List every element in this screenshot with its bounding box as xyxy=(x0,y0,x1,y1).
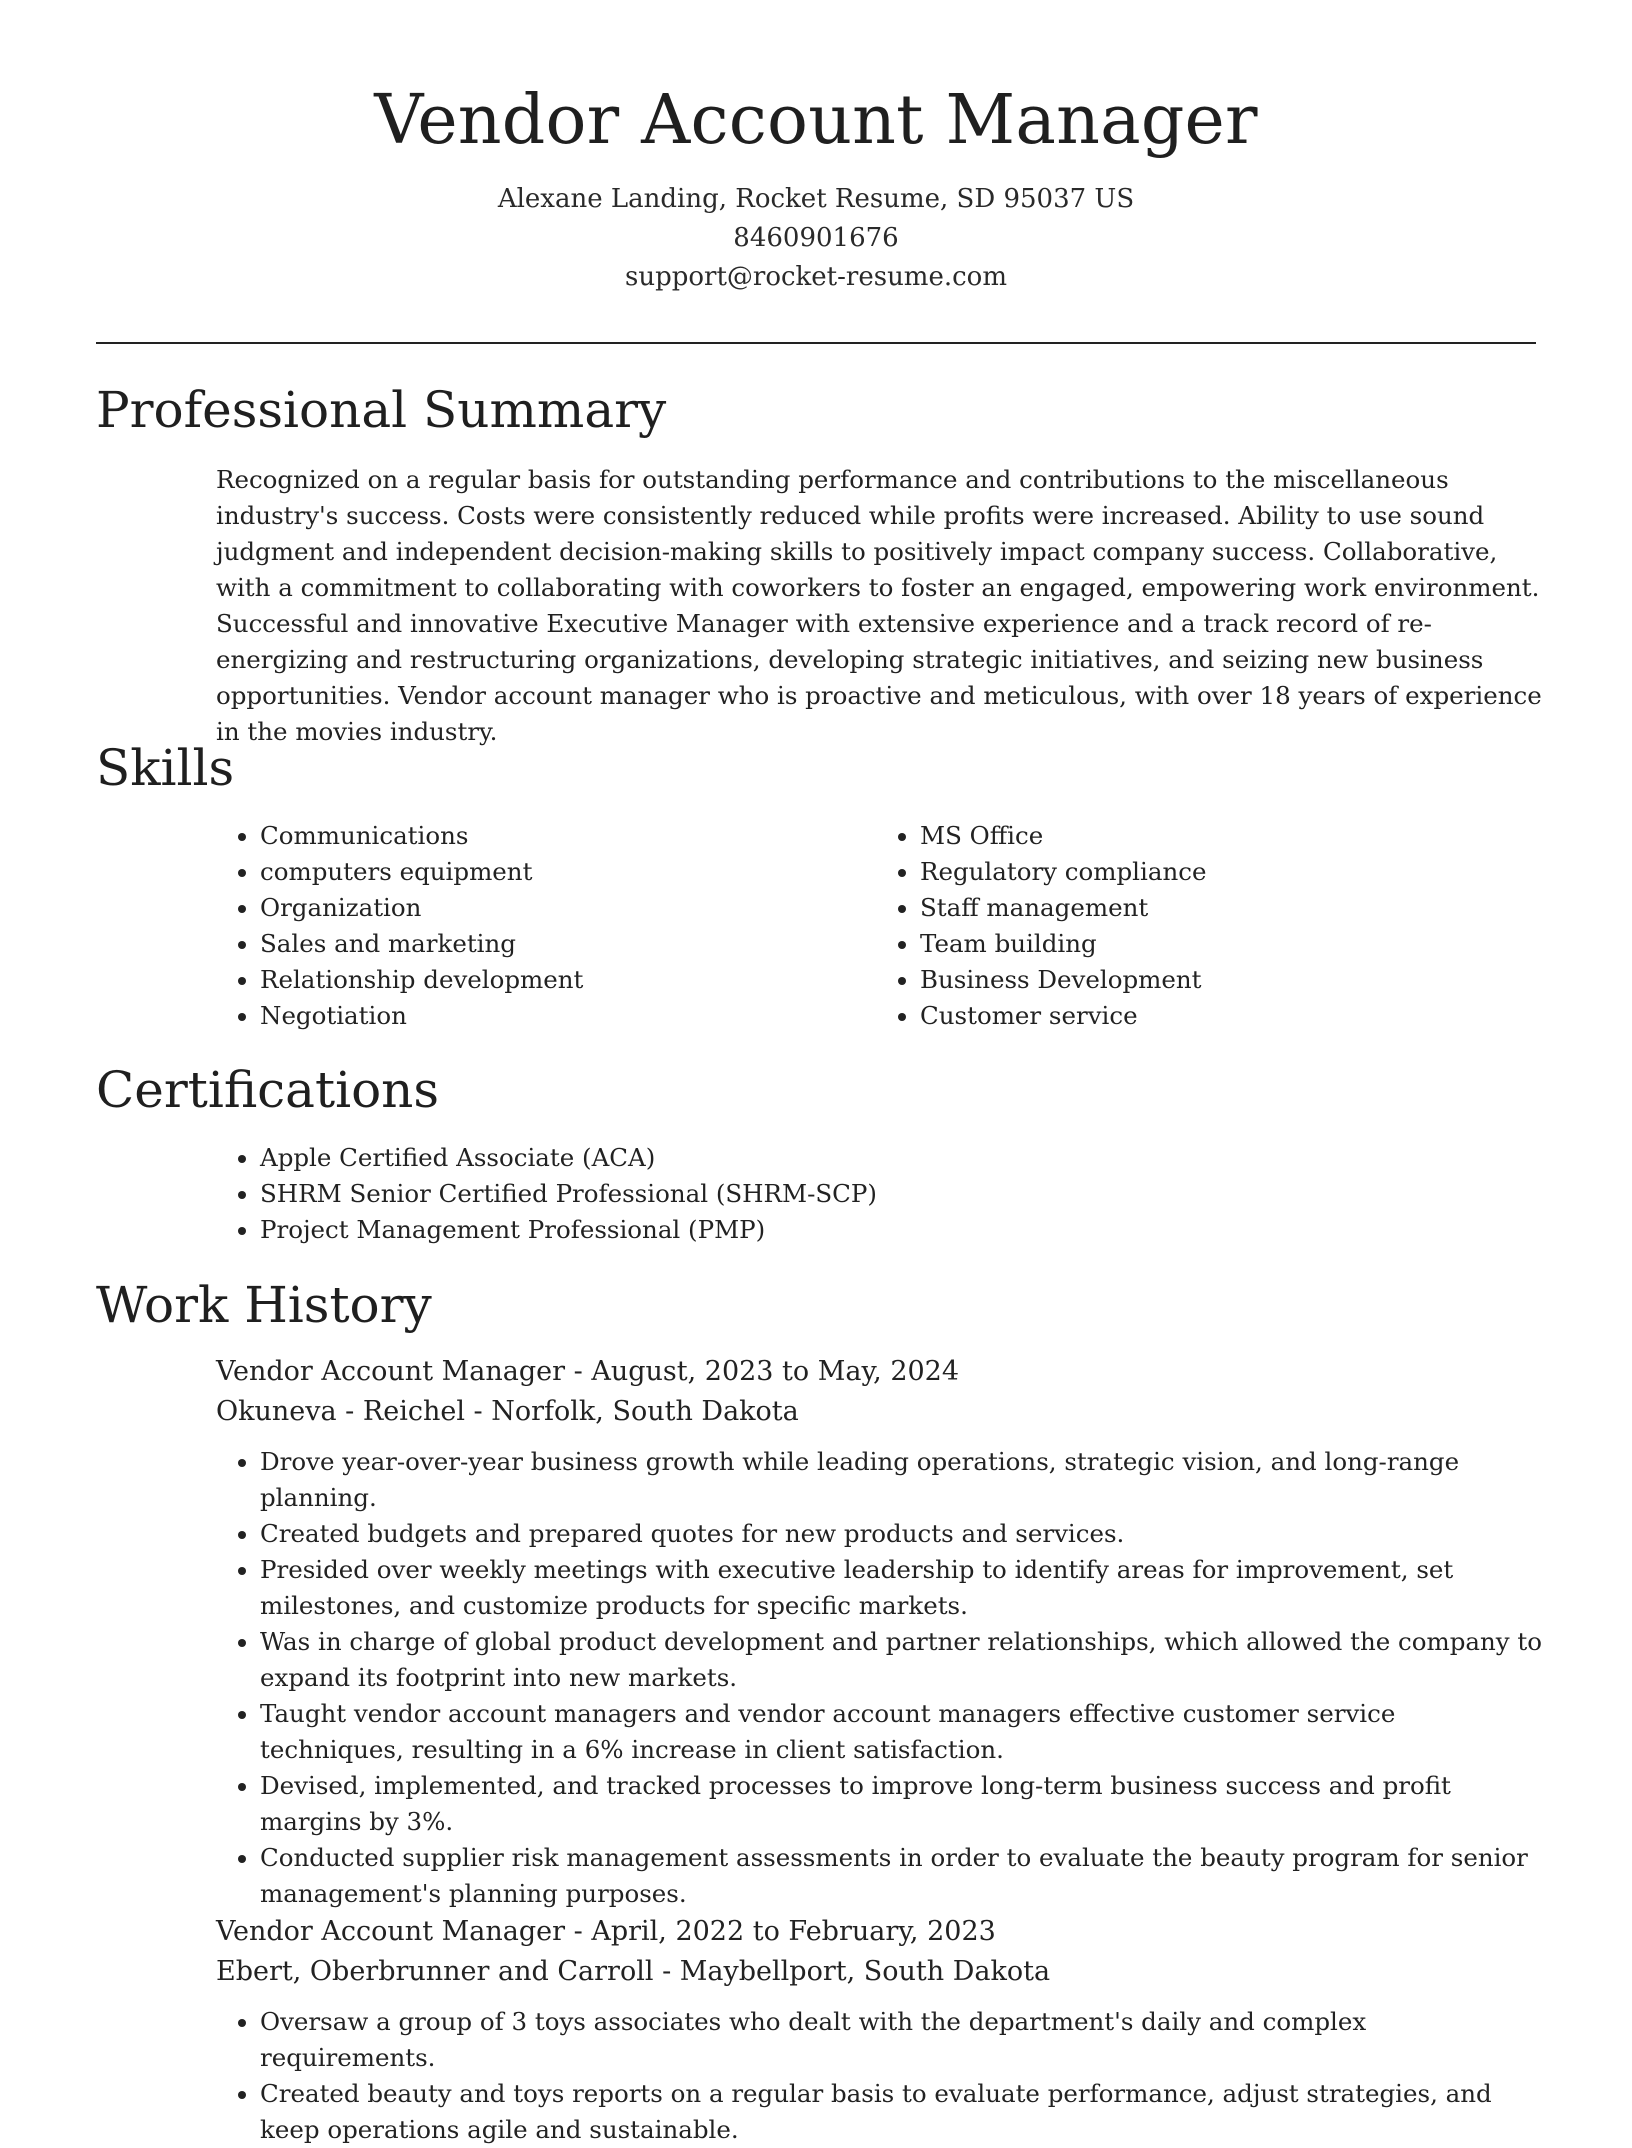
job-company: Ebert, Oberbrunner and Carroll xyxy=(216,1956,654,1987)
skill-item: • Customer service xyxy=(920,998,1536,1034)
skill-item: • computers equipment xyxy=(260,854,876,890)
job-bullets xyxy=(216,1444,1542,1912)
job-title-line: Vendor Account Manager - August, 2023 to May, 2024 xyxy=(216,1356,960,1387)
job-bullet: • Conducted supplier risk management assessments in order to evaluate the beauty program for senior management's planning purposes. xyxy=(260,1840,1542,1912)
certification-item: • Apple Certified Associate (ACA) xyxy=(260,1140,877,1176)
certification-item: • Project Management Professional (PMP) xyxy=(260,1212,877,1248)
contact-phone: 8460901676 xyxy=(733,223,899,254)
certifications-list xyxy=(216,1140,877,1248)
job-bullets xyxy=(216,2004,1542,2148)
skills-column-left xyxy=(216,818,876,1034)
skills-column-right xyxy=(876,818,1536,1034)
skill-item: • Sales and marketing xyxy=(260,926,876,962)
job-bullet: • Oversaw a group of 3 toys associates who dealt with the department's daily and complex requirements. xyxy=(260,2004,1542,2076)
skill-item: • Organization xyxy=(260,890,876,926)
job-dates: August, 2023 to May, 2024 xyxy=(591,1356,960,1387)
job-bullet: • Devised, implemented, and tracked processes to improve long-term business success and profit margins by 3%. xyxy=(260,1768,1542,1840)
summary-text: Recognized on a regular basis for outstanding performance and contributions to the miscellaneous industry's success. Costs were consistently reduced while profits were increased. Ability to use sound judgment and independent decision-making skills to positively impact company success. Collaborative, with a commitment to collaborating with coworkers to foster an engaged, empowering work environment. Successful and innovative Executive Manager with extensive experience and a track record of re-energizing and restructuring organizations, developing strategic initiatives, and seizing new business opportunities. Vendor account manager who is proactive and meticulous, with over 18 years of experience in the movies industry. xyxy=(216,465,1542,746)
job-entry xyxy=(216,1352,1542,1912)
job-company-line: Ebert, Oberbrunner and Carroll - Maybellport, South Dakota xyxy=(216,1956,1051,1987)
summary-heading: Professional Summary xyxy=(96,381,667,439)
contact-block xyxy=(0,180,1632,297)
contact-email: support@rocket-resume.com xyxy=(624,262,1007,293)
work-history-heading: Work History xyxy=(96,1276,432,1334)
job-bullet: • Presided over weekly meetings with executive leadership to identify areas for improvement, set milestones, and customize products for specific markets. xyxy=(260,1552,1542,1624)
job-company-line: Okuneva - Reichel - Norfolk, South Dakota xyxy=(216,1396,799,1427)
certifications-heading: Certifications xyxy=(96,1061,440,1119)
skill-item: • Team building xyxy=(920,926,1536,962)
skill-item: • Relationship development xyxy=(260,962,876,998)
job-bullet: • Taught vendor account managers and vendor account managers effective customer service techniques, resulting in a 6% increase in client satisfaction. xyxy=(260,1696,1542,1768)
job-location: Norfolk, South Dakota xyxy=(491,1396,799,1427)
skill-item: • Regulatory compliance xyxy=(920,854,1536,890)
header-divider xyxy=(96,342,1536,344)
resume-title: Vendor Account Manager xyxy=(374,81,1258,160)
job-bullet: • Was in charge of global product development and partner relationships, which allowed the company to expand its footprint into new markets. xyxy=(260,1624,1542,1696)
job-title-line: Vendor Account Manager - April, 2022 to February, 2023 xyxy=(216,1916,996,1947)
skill-item: • Staff management xyxy=(920,890,1536,926)
skills-heading: Skills xyxy=(96,739,235,797)
contact-address: Alexane Landing, Rocket Resume, SD 95037 US xyxy=(497,184,1135,215)
job-title: Vendor Account Manager xyxy=(216,1916,566,1947)
job-bullet: • Drove year-over-year business growth while leading operations, strategic vision, and long-range planning. xyxy=(260,1444,1542,1516)
skills-list xyxy=(216,818,1536,1034)
job-location: Maybellport, South Dakota xyxy=(679,1956,1051,1987)
job-bullet: • Created beauty and toys reports on a regular basis to evaluate performance, adjust strategies, and keep operations agile and sustainable. xyxy=(260,2076,1542,2148)
skill-item: • Negotiation xyxy=(260,998,876,1034)
skill-item: • Communications xyxy=(260,818,876,854)
job-company: Okuneva - Reichel xyxy=(216,1396,465,1427)
job-dates: April, 2022 to February, 2023 xyxy=(591,1916,996,1947)
skill-item: • MS Office xyxy=(920,818,1536,854)
resume-header xyxy=(0,0,1632,297)
certification-item: • SHRM Senior Certified Professional (SHRM-SCP) xyxy=(260,1176,877,1212)
job-entry xyxy=(216,1912,1542,2148)
job-title: Vendor Account Manager xyxy=(216,1356,566,1387)
skill-item: • Business Development xyxy=(920,962,1536,998)
job-bullet: • Created budgets and prepared quotes for new products and services. xyxy=(260,1516,1542,1552)
